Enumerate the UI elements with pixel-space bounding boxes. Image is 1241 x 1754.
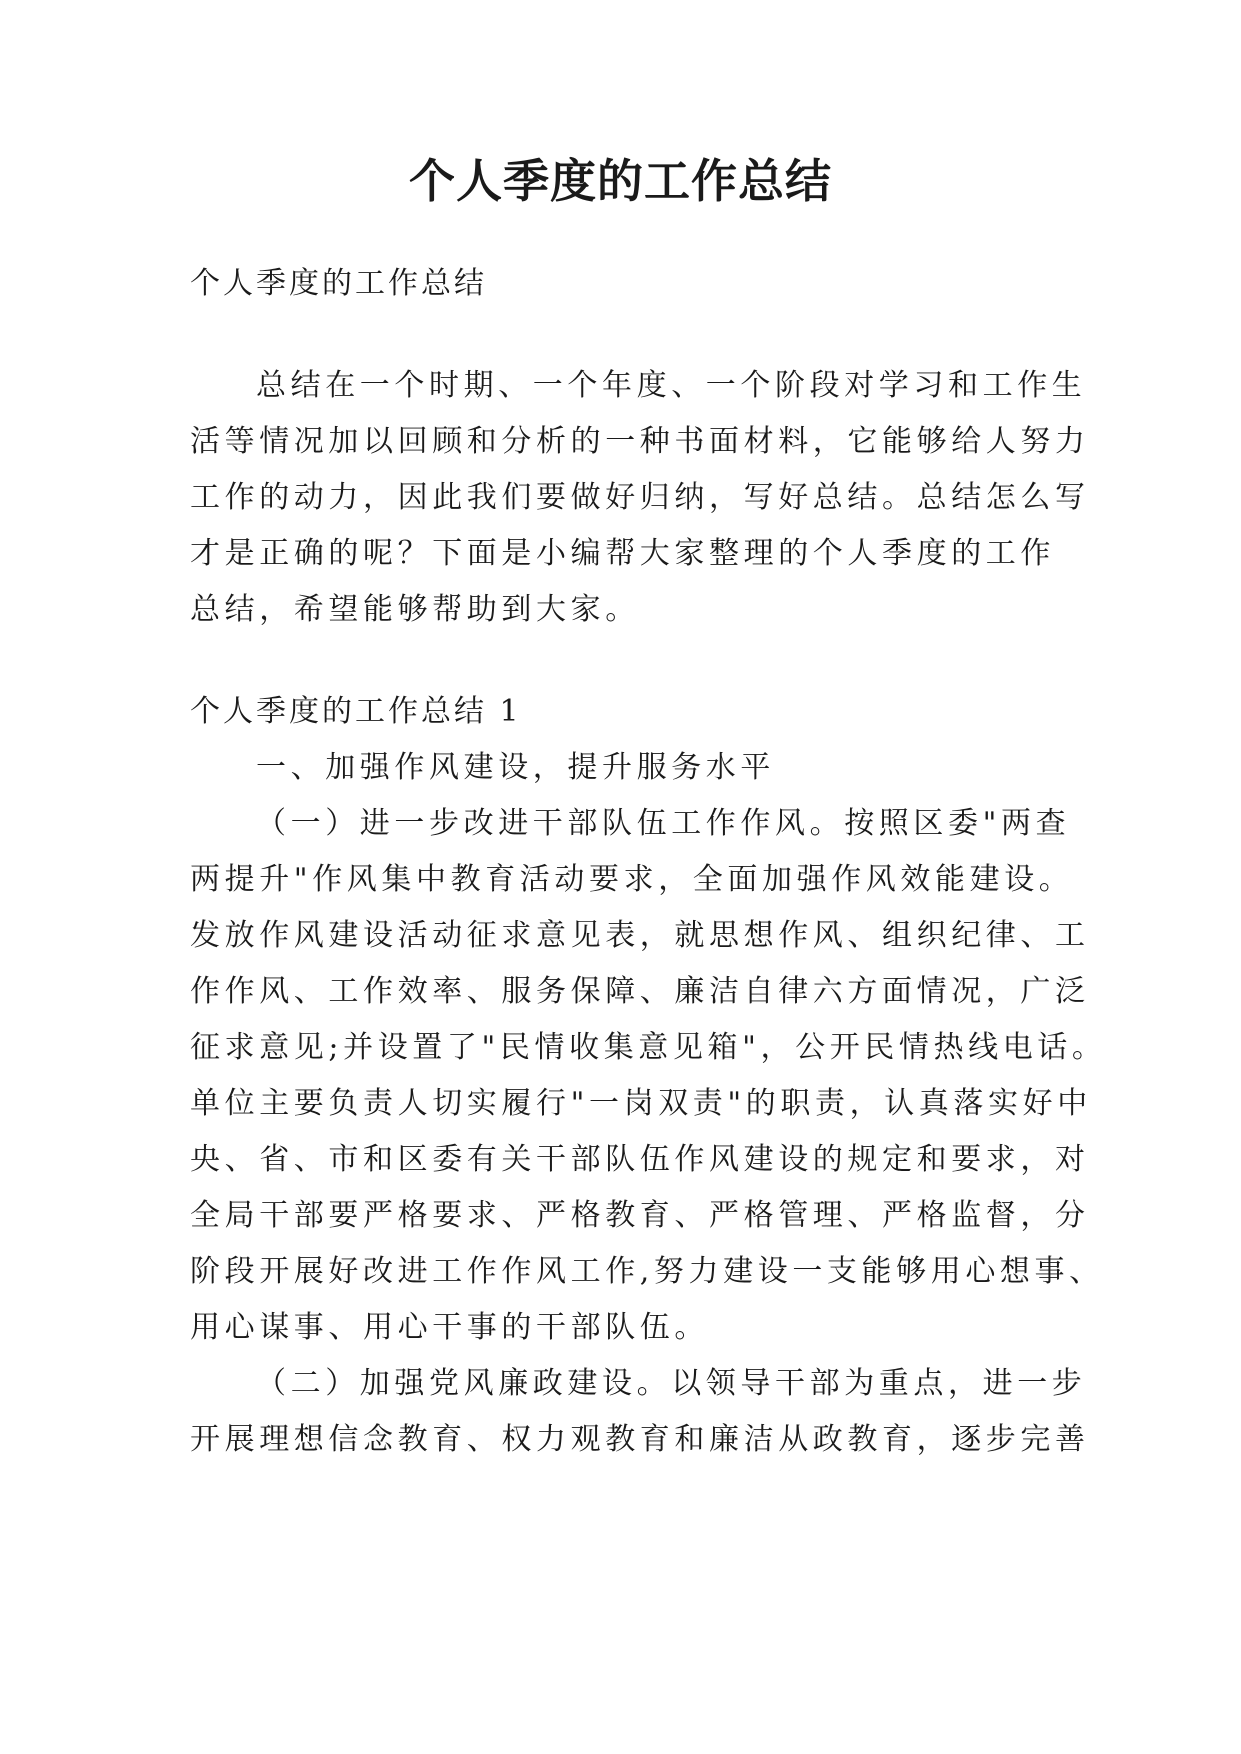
paragraph-line: 阶段开展好改进工作作风工作,努力建设一支能够用心想事、 xyxy=(190,1254,1104,1289)
point-heading: 一、加强作风建设，提升服务水平 xyxy=(256,750,775,785)
paragraph-line: 征求意见;并设置了"民情收集意见箱"，公开民情热线电话。 xyxy=(190,1030,1107,1065)
paragraph-line: 央、省、市和区委有关干部队伍作风建设的规定和要求，对 xyxy=(190,1142,1090,1177)
document-title: 个人季度的工作总结 xyxy=(409,154,832,208)
paragraph-line: 两提升"作风集中教育活动要求，全面加强作风效能建设。 xyxy=(190,862,1074,897)
paragraph-line: 用心谋事、用心干事的干部队伍。 xyxy=(190,1310,709,1345)
section-heading: 个人季度的工作总结 1 xyxy=(190,694,522,729)
intro-line: 活等情况加以回顾和分析的一种书面材料，它能够给人努力 xyxy=(190,424,1090,459)
paragraph-line: 单位主要负责人切实履行"一岗双责"的职责，认真落实好中 xyxy=(190,1086,1092,1121)
intro-line: 才是正确的呢？下面是小编帮大家整理的个人季度的工作 xyxy=(190,536,1055,571)
intro-line: 总结在一个时期、一个年度、一个阶段对学习和工作生 xyxy=(256,368,1087,403)
paragraph-line: （二）加强党风廉政建设。以领导干部为重点，进一步 xyxy=(256,1366,1087,1401)
intro-line: 工作的动力，因此我们要做好归纳，写好总结。总结怎么写 xyxy=(190,480,1090,515)
paragraph-line: 发放作风建设活动征求意见表，就思想作风、组织纪律、工 xyxy=(190,918,1090,953)
intro-line: 总结，希望能够帮助到大家。 xyxy=(190,592,640,627)
paragraph-line: 作作风、工作效率、服务保障、廉洁自律六方面情况，广泛 xyxy=(190,974,1090,1009)
paragraph-line: 全局干部要严格要求、严格教育、严格管理、严格监督，分 xyxy=(190,1198,1090,1233)
document-subtitle: 个人季度的工作总结 xyxy=(190,266,487,301)
paragraph-line: 开展理想信念教育、权力观教育和廉洁从政教育，逐步完善 xyxy=(190,1422,1090,1457)
paragraph-line: （一）进一步改进干部队伍工作作风。按照区委"两查 xyxy=(256,806,1071,841)
